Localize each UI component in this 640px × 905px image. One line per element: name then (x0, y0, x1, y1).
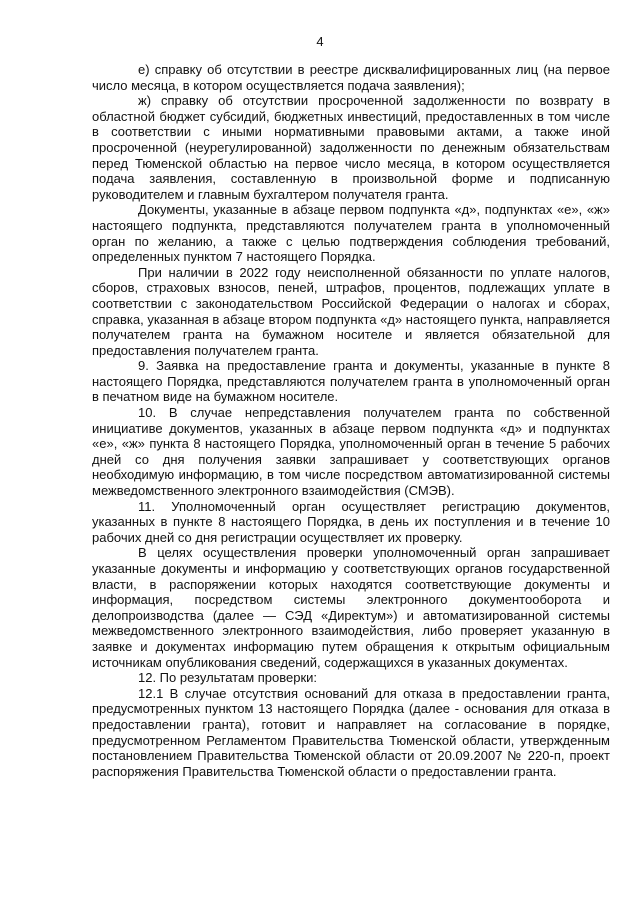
paragraph-item-10: 10. В случае непредставления получателем гранта по собственной инициативе документов, указанных в абзаце первом подпункта «д» и подпунктах «е», «ж» пункта 8 настоящего Порядка, уполномоченный орган в течение 5 рабочих дней со дня получения заявки запрашивает у соответствующих органов необходимую информацию, в том числе посредством автоматизированной системы межведомственного электронного взаимодействия (СМЭВ). (92, 405, 610, 499)
body-text (92, 62, 610, 779)
paragraph-item-12: 12. По результатам проверки: (138, 670, 318, 686)
paragraph-item-9: 9. Заявка на предоставление гранта и документы, указанные в пункте 8 настоящего Порядка, представляются получателем гранта в уполномоченный орган в печатном виде на бумажном носителе. (92, 358, 610, 405)
paragraph-item-12-1: 12.1 В случае отсутствия оснований для отказа в предоставлении гранта, предусмотренных пунктом 13 настоящего Порядка (далее - основания для отказа в предоставлении гранта), готовит и направляет на согласование в порядке, предусмотренном Регламентом Правительства Тюменской области, утвержденным постановлением Правительства Тюменской области от 20.09.2007 № 220-п, проект распоряжения Правительства Тюменской области о предоставлении гранта. (92, 685, 610, 779)
paragraph-documents-optional: Документы, указанные в абзаце первом подпункта «д», подпунктах «е», «ж» настоящего подпункта, представляются получателем гранта в уполномоченный орган по желанию, а также с целью подтверждения соблюдения требований, определенных пунктом 7 настоящего Порядка. (92, 202, 610, 265)
paragraph-verification: В целях осуществления проверки уполномоченный орган запрашивает указанные документы и информацию у соответствующих органов государственной власти, в распоряжении которых находятся соответствующие документы и информация, посредством системы электронного документооборота и делопроизводства (далее — СЭД «Директум») и автоматизированной системы межведомственного электронного взаимодействия, либо проверяет указанную в заявке и документах информацию путем обращения к открытым официальным источникам опубликования сведений, содержащихся в указанных документах. (92, 545, 610, 670)
paragraph-tax-obligation: При наличии в 2022 году неисполненной обязанности по уплате налогов, сборов, страховых взносов, пеней, штрафов, процентов, подлежащих уплате в соответствии с законодательством Российской Федерации о налогах и сборах, справка, указанная в абзаце втором подпункта «д» настоящего пункта, направляется получателем гранта на бумажном носителе и является обязательной для предоставления получателем гранта. (92, 264, 610, 358)
page-number: 4 (316, 34, 324, 49)
paragraph-e: е) справку об отсутствии в реестре дисквалифицированных лиц (на первое число месяца, в котором осуществляется подача заявления); (92, 62, 610, 93)
paragraph-zh: ж) справку об отсутствии просроченной задолженности по возврату в областной бюджет субсидий, бюджетных инвестиций, предоставленных в том числе в соответствии с иными нормативными правовыми актами, а также иной просроченной (неурегулированной) задолженности по денежным обязательствам перед Тюменской областью на первое число месяца, в котором осуществляется подача заявления, составленную в произвольной форме и подписанную руководителем и главным бухгалтером получателя гранта. (92, 93, 610, 202)
paragraph-item-11: 11. Уполномоченный орган осуществляет регистрацию документов, указанных в пункте 8 настоящего Порядка, в день их поступления и в течение 10 рабочих дней со дня регистрации осуществляет их проверку. (92, 498, 610, 545)
